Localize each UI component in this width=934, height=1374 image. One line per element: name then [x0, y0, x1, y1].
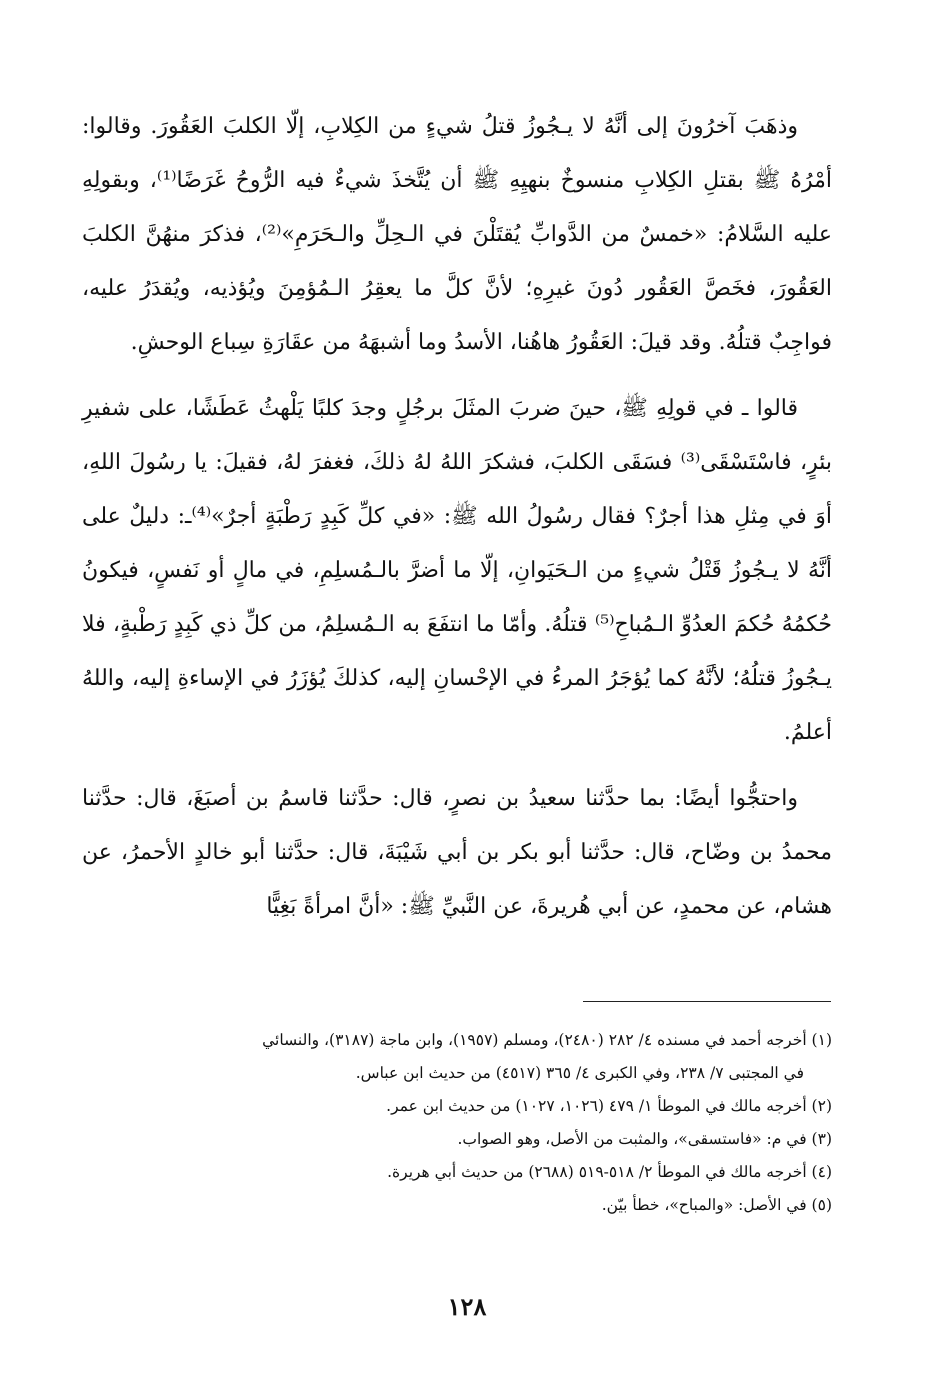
paragraph-2: قالوا ـ في قولِهِ ﷺ، حينَ ضربَ المثَلَ برجُلٍ وجدَ كلبًا يَلْهثُ عَطَشًا، على شفيرِ بئرٍ، فاسْتَسْقَى⁽³⁾ فسَقَى الكلبَ، فشكرَ اللهُ لهُ ذلكَ، فغفرَ لهُ، فقيلَ: يا رسُولَ اللهِ، أوَ في مِثلِ هذا أجرٌ؟ فقال رسُولُ الله ﷺ: «في كلِّ كَبِدٍ رَطْبَةٍ أجرٌ»⁽⁴⁾ـ: دليلٌ على أنَّهُ لا يـجُوزُ قَتْلُ شيءٍ من الـحَيَوانِ، إلّا ما أضرَّ بالـمُسلِمِ، في مالٍ أو نَفسٍ، فيكونُ حُكمُهُ حُكمَ العدُوِّ الـمُباحِ⁽⁵⁾ قتلُهُ. وأمّا ما انتفَعَ به الـمُسلِمُ، من كلِّ ذي كَبِدٍ رَطْبةٍ، فلا يـجُوزُ قتلُهُ؛ لأنَّهُ كما يُؤجَرُ المرءُ في الإحْسانِ إليه، كذلكَ يُؤزَرُ في الإساءةِ إليه، واللهُ أعلمُ. [82, 396, 832, 745]
footnote-separator [583, 1001, 831, 1002]
footnote-4: (٤) أخرجه مالك في الموطأ ٢/ ٥١٨-٥١٩ (٢٦٨٨) من حديث أبي هريرة. [387, 1163, 832, 1181]
footnotes [82, 1024, 832, 1222]
footnote-5: (٥) في الأصل: «والمباح»، خطأ بيّن. [601, 1196, 832, 1214]
footnote-1: (١) أخرجه أحمد في مسنده ٤/ ٢٨٢ (٢٤٨٠)، ومسلم (١٩٥٧)، وابن ماجة (٣١٨٧)، والنسائي [262, 1031, 832, 1049]
footnote-2: (٢) أخرجه مالك في الموطأ ١/ ٤٧٩ (١٠٢٦، ١٠٢٧) من حديث ابن عمر. [386, 1097, 832, 1115]
paragraph-3: واحتجُّوا أيضًا: بما حدَّثنا سعيدُ بن نصرٍ، قال: حدَّثنا قاسمُ بن أصبَغَ، قال: حدَّثنا محمدُ بن وضّاح، قال: حدَّثنا أبو بكر بن أبي شَيْبَةَ، قال: حدَّثنا أبو خالدٍ الأحمرُ، عن هشام، عن محمدٍ، عن أبي هُريرةَ، عن النَّبيِّ ﷺ: «أنَّ امرأةً بَغِيًّا [82, 786, 832, 919]
main-text [82, 100, 832, 934]
page-number: ١٢٨ [447, 1292, 487, 1321]
footnote-1-continuation: في المجتبى ٧/ ٢٣٨، وفي الكبرى ٤/ ٣٦٥ (٤٥١٧) من حديث ابن عباس. [355, 1064, 804, 1082]
footnote-3: (٣) في م: «فاستسقى»، والمثبت من الأصل، وهو الصواب. [457, 1130, 832, 1148]
paragraph-1: وذهَبَ آخرُونَ إلى أنَّهُ لا يـجُوزُ قتلُ شيءٍ من الكِلابِ، إلّا الكلبَ العَقُورَ. وقالوا: أمْرُهُ ﷺ بقتلِ الكِلابِ منسوخٌ بنهيِهِ ﷺ أن يُتَّخذَ شيءٌ فيه الرُّوحُ غَرَضًا⁽¹⁾، وبقولِهِ عليه السَّلامُ: «خمسٌ من الدَّوابِّ يُقتَلْنَ في الـحِلِّ والـحَرَمِ»⁽²⁾، فذكرَ منهُنَّ الكلبَ العَقُورَ، فخَصَّ العَقُور دُونَ غيرِهِ؛ لأنَّ كلَّ ما يعقِرُ الـمُؤمِنَ ويُؤذيه، ويُقدَرُ عليه، فواجِبٌ قتلُهُ. وقد قيلَ: العَقُورُ هاهُنا، الأسدُ وما أشبهَهُ من عقَارَةِ سِباع الوحشِ. [82, 114, 833, 355]
